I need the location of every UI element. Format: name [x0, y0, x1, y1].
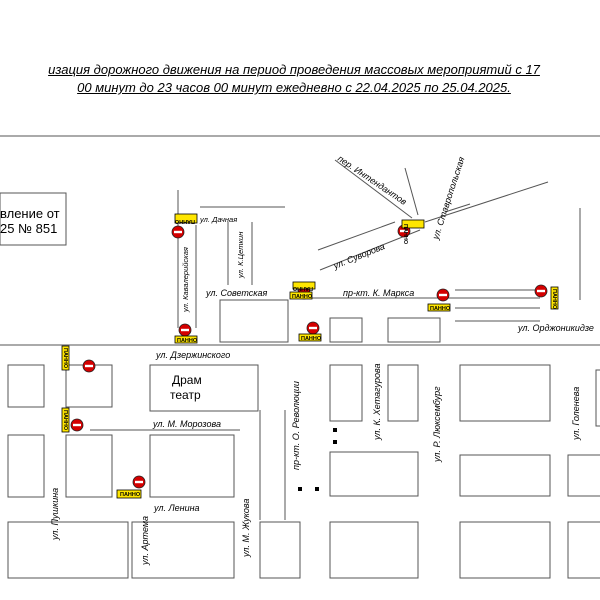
no-entry-sign — [437, 289, 449, 301]
no-entry-sign — [535, 285, 547, 297]
decree-notice-line-2: 25 № 851 — [0, 221, 58, 236]
svg-text:ПАННО: ПАННО — [402, 224, 408, 245]
panno-sign — [62, 346, 69, 370]
panno-sign — [174, 214, 197, 224]
svg-text:ПАННО: ПАННО — [62, 410, 68, 431]
no-entry-sign — [83, 360, 95, 372]
svg-text:ПАННО: ПАННО — [551, 289, 557, 310]
panno-sign — [175, 336, 198, 344]
map-title-line-2: 00 минут до 23 часов 00 минут ежедневно с 22.04.2025 по 25.04.2025. — [77, 80, 511, 95]
theatre-label-line-2: театр — [170, 388, 201, 402]
svg-text:ПАННО: ПАННО — [62, 348, 68, 369]
street-label-artema: ул. Артема — [140, 515, 150, 565]
decree-notice-line-1: вление от — [0, 206, 60, 221]
panno-sign — [551, 287, 558, 310]
street-label-goleneva: ул. Голенева — [571, 386, 581, 440]
svg-text:ПАННО: ПАННО — [292, 294, 313, 300]
street-label-morozova: ул. М. Морозова — [153, 419, 221, 429]
no-entry-sign — [172, 226, 184, 238]
svg-text:ПАННО: ПАННО — [174, 218, 195, 224]
no-entry-sign — [133, 476, 145, 488]
street-label-stavropolskaya: ул. Ставропольская — [430, 155, 467, 241]
street-label-zetkin: ул. К.Цеткин — [236, 231, 245, 278]
map-title-line-1: изация дорожного движения на период проведения массовых мероприятий с 17 — [48, 62, 540, 77]
svg-text:ПАННО: ПАННО — [177, 338, 198, 344]
street-label-marksa: пр-кт. К. Маркса — [343, 288, 415, 298]
svg-text:ПАННО: ПАННО — [120, 492, 141, 498]
street-label-zhukova: ул. М. Жукова — [241, 498, 251, 557]
street-label-lenina: ул. Ленина — [154, 503, 200, 513]
street-label-pushkina: ул. Пушкина — [50, 487, 60, 540]
street-label-revolyutsii: пр-кт. О. Революции — [291, 381, 301, 470]
panno-sign — [299, 334, 322, 342]
street-label-dzerzhinskogo: ул. Дзержинского — [156, 350, 231, 360]
panno-sign — [117, 490, 141, 498]
panno-sign — [292, 282, 315, 291]
no-entry-sign — [71, 419, 83, 431]
street-label-suvorova: ул. Суворова — [332, 241, 387, 271]
svg-text:ПАННО: ПАННО — [292, 285, 313, 291]
street-label-khetagurova: ул. К. Хетагурова — [372, 363, 382, 440]
svg-text:ПАННО: ПАННО — [430, 306, 451, 312]
panno-sign — [62, 408, 69, 432]
no-entry-sign — [179, 324, 191, 336]
no-entry-sign — [307, 322, 319, 334]
street-label-lyuksemburg: ул. Р. Люксембург — [432, 386, 442, 462]
svg-text:ПАННО: ПАННО — [301, 336, 322, 342]
street-label-ordzhonikidze: ул. Орджоникидзе — [518, 323, 594, 333]
street-label-sovetskaya: ул. Советская — [206, 288, 268, 298]
street-label-intendantov: пер. Интендантов — [335, 153, 409, 207]
street-label-kavaleriyskaya: ул. Кавалерийская — [181, 247, 190, 312]
theatre-label-line-1: Драм — [172, 373, 202, 387]
street-label-dachnaya: ул. Дачная — [200, 215, 238, 224]
panno-sign — [290, 292, 313, 300]
panno-sign — [428, 304, 451, 312]
